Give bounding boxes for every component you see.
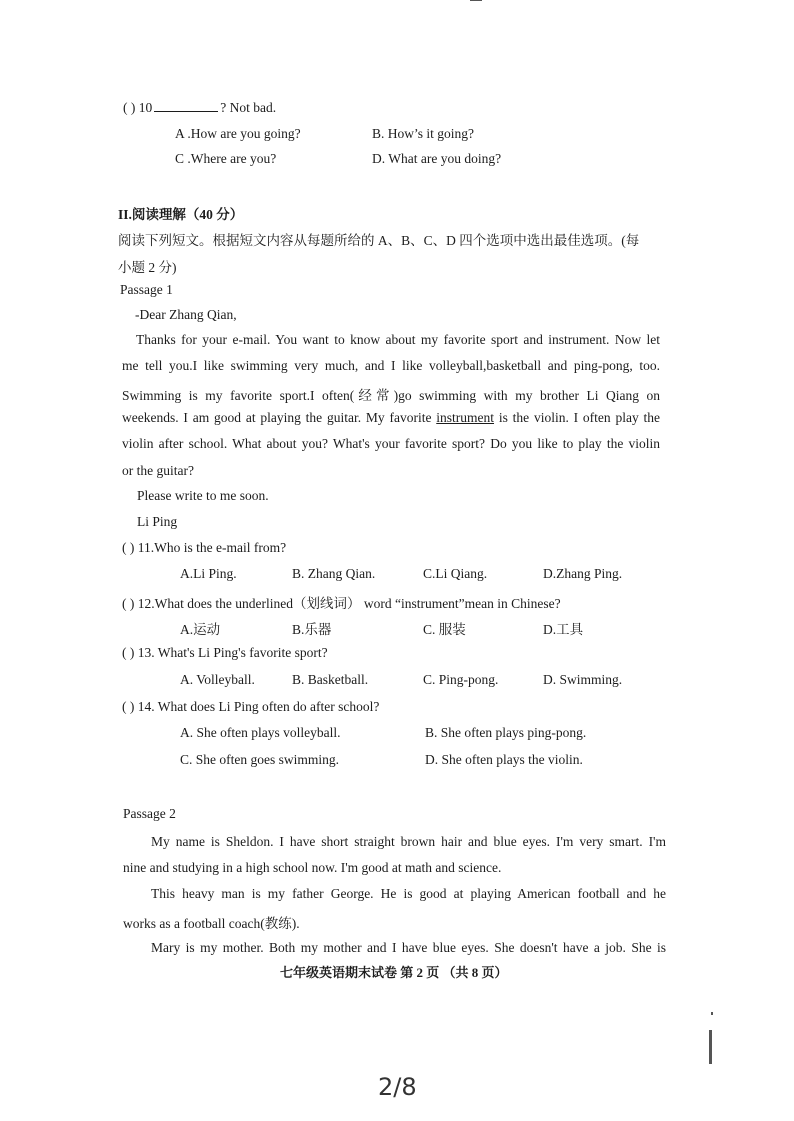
q10-option-c: C .Where are you? (175, 151, 277, 166)
q14-option-a: A. She often plays volleyball. (180, 725, 341, 740)
passage1-line-3: Swimming is my favorite sport.I often(经常)go swimming with my brother Li Qiang on (122, 388, 660, 403)
q11-stem (122, 540, 286, 556)
passage1-signature: Li Ping (137, 514, 178, 529)
q12-paren: ( ) (122, 596, 135, 611)
passage1-line-1: Thanks for your e-mail. You want to know about my favorite sport and instrument. Now let (136, 332, 660, 347)
q14-paren: ( ) (122, 699, 135, 714)
q13-option-b: B. Basketball. (292, 672, 369, 687)
q11-option-d: D.Zhang Ping. (543, 566, 623, 581)
q11-option-a: A.Li Ping. (180, 566, 237, 581)
q13-option-d: D. Swimming. (543, 672, 623, 687)
q10-paren: ( ) (123, 100, 136, 115)
q10-blank (154, 100, 218, 112)
q12-option-b: B.乐器 (292, 622, 332, 637)
q10-prompt: ? Not bad. (220, 100, 277, 115)
q11-option-b: B. Zhang Qian. (292, 566, 376, 581)
q11-option-c: C.Li Qiang. (423, 566, 488, 581)
q10-option-a: A .How are you going? (175, 126, 301, 141)
q11-paren: ( ) (122, 540, 135, 555)
q12-option-d: D.工具 (543, 622, 584, 637)
underlined-word: instrument (436, 410, 495, 425)
passage2-line-4: works as a football coach(教练). (123, 916, 300, 931)
q13-stem (122, 645, 328, 661)
q14-option-c: C. She often goes swimming. (180, 752, 339, 767)
passage1-line-2: me tell you.I like swimming very much, and I like volleyball,basketball and ping-pong, too. (122, 358, 660, 373)
q12-stem (122, 592, 561, 612)
passage2-line-3: This heavy man is my father George. He is good at playing American football and he (151, 886, 666, 901)
passage1-line-5: violin after school. What about you? What's your favorite sport? Do you like to play the violin (122, 436, 660, 451)
passage1-line-6: or the guitar? (122, 463, 194, 478)
passage1-line-4-end: is the violin. I often play the (498, 410, 661, 425)
q13-text: 13. What's Li Ping's favorite sport? (137, 645, 328, 660)
q13-paren: ( ) (122, 645, 135, 660)
q14-text: 14. What does Li Ping often do after school? (137, 699, 380, 714)
passage2-line-2: nine and studying in a high school now. I'm good at math and science. (123, 860, 502, 875)
q14-stem (122, 699, 379, 715)
q10-option-d: D. What are you doing? (372, 151, 502, 166)
page-footer: 七年级英语期末试卷 第 2 页 （共 8 页） (280, 965, 508, 980)
passage2-title: Passage 2 (123, 806, 176, 821)
q12-text: 12.What does the underlined（划线词） word “instrument”mean in Chinese? (137, 596, 561, 611)
passage1-closing: Please write to me soon. (137, 488, 269, 503)
scan-mark-right-dot (711, 1012, 713, 1015)
q14-option-d: D. She often plays the violin. (425, 752, 583, 767)
scan-mark-right-bar (709, 1030, 712, 1064)
q10-option-b: B. How’s it going? (372, 126, 475, 141)
passage1-title: Passage 1 (120, 282, 173, 297)
passage2-line-1: My name is Sheldon. I have short straight brown hair and blue eyes. I'm very smart. I'm (151, 834, 666, 849)
scan-mark-top (470, 0, 482, 1)
passage1-line-4 (122, 410, 660, 426)
section-heading: II.阅读理解（40 分） (118, 207, 244, 222)
q10-line (123, 100, 276, 116)
q10-number: 10 (138, 100, 153, 115)
q13-option-c: C. Ping-pong. (423, 672, 499, 687)
page-indicator: 2/8 (378, 1073, 417, 1101)
passage1-greeting: -Dear Zhang Qian, (135, 307, 237, 322)
section-instruction-line1: 阅读下列短文。根据短文内容从每题所给的 A、B、C、D 四个选项中选出最佳选项。(每 (118, 233, 640, 248)
q14-option-b: B. She often plays ping-pong. (425, 725, 587, 740)
q12-option-a: A.运动 (180, 622, 221, 637)
section-instruction-line2: 小题 2 分) (118, 260, 177, 275)
q13-option-a: A. Volleyball. (180, 672, 255, 687)
q12-option-c: C. 服装 (423, 622, 466, 637)
passage1-line-4-start: weekends. I am good at playing the guitar. My favorite (122, 410, 432, 425)
passage2-line-5: Mary is my mother. Both my mother and I have blue eyes. She doesn't have a job. She is (151, 940, 666, 955)
q11-text: 11.Who is the e-mail from? (137, 540, 287, 555)
